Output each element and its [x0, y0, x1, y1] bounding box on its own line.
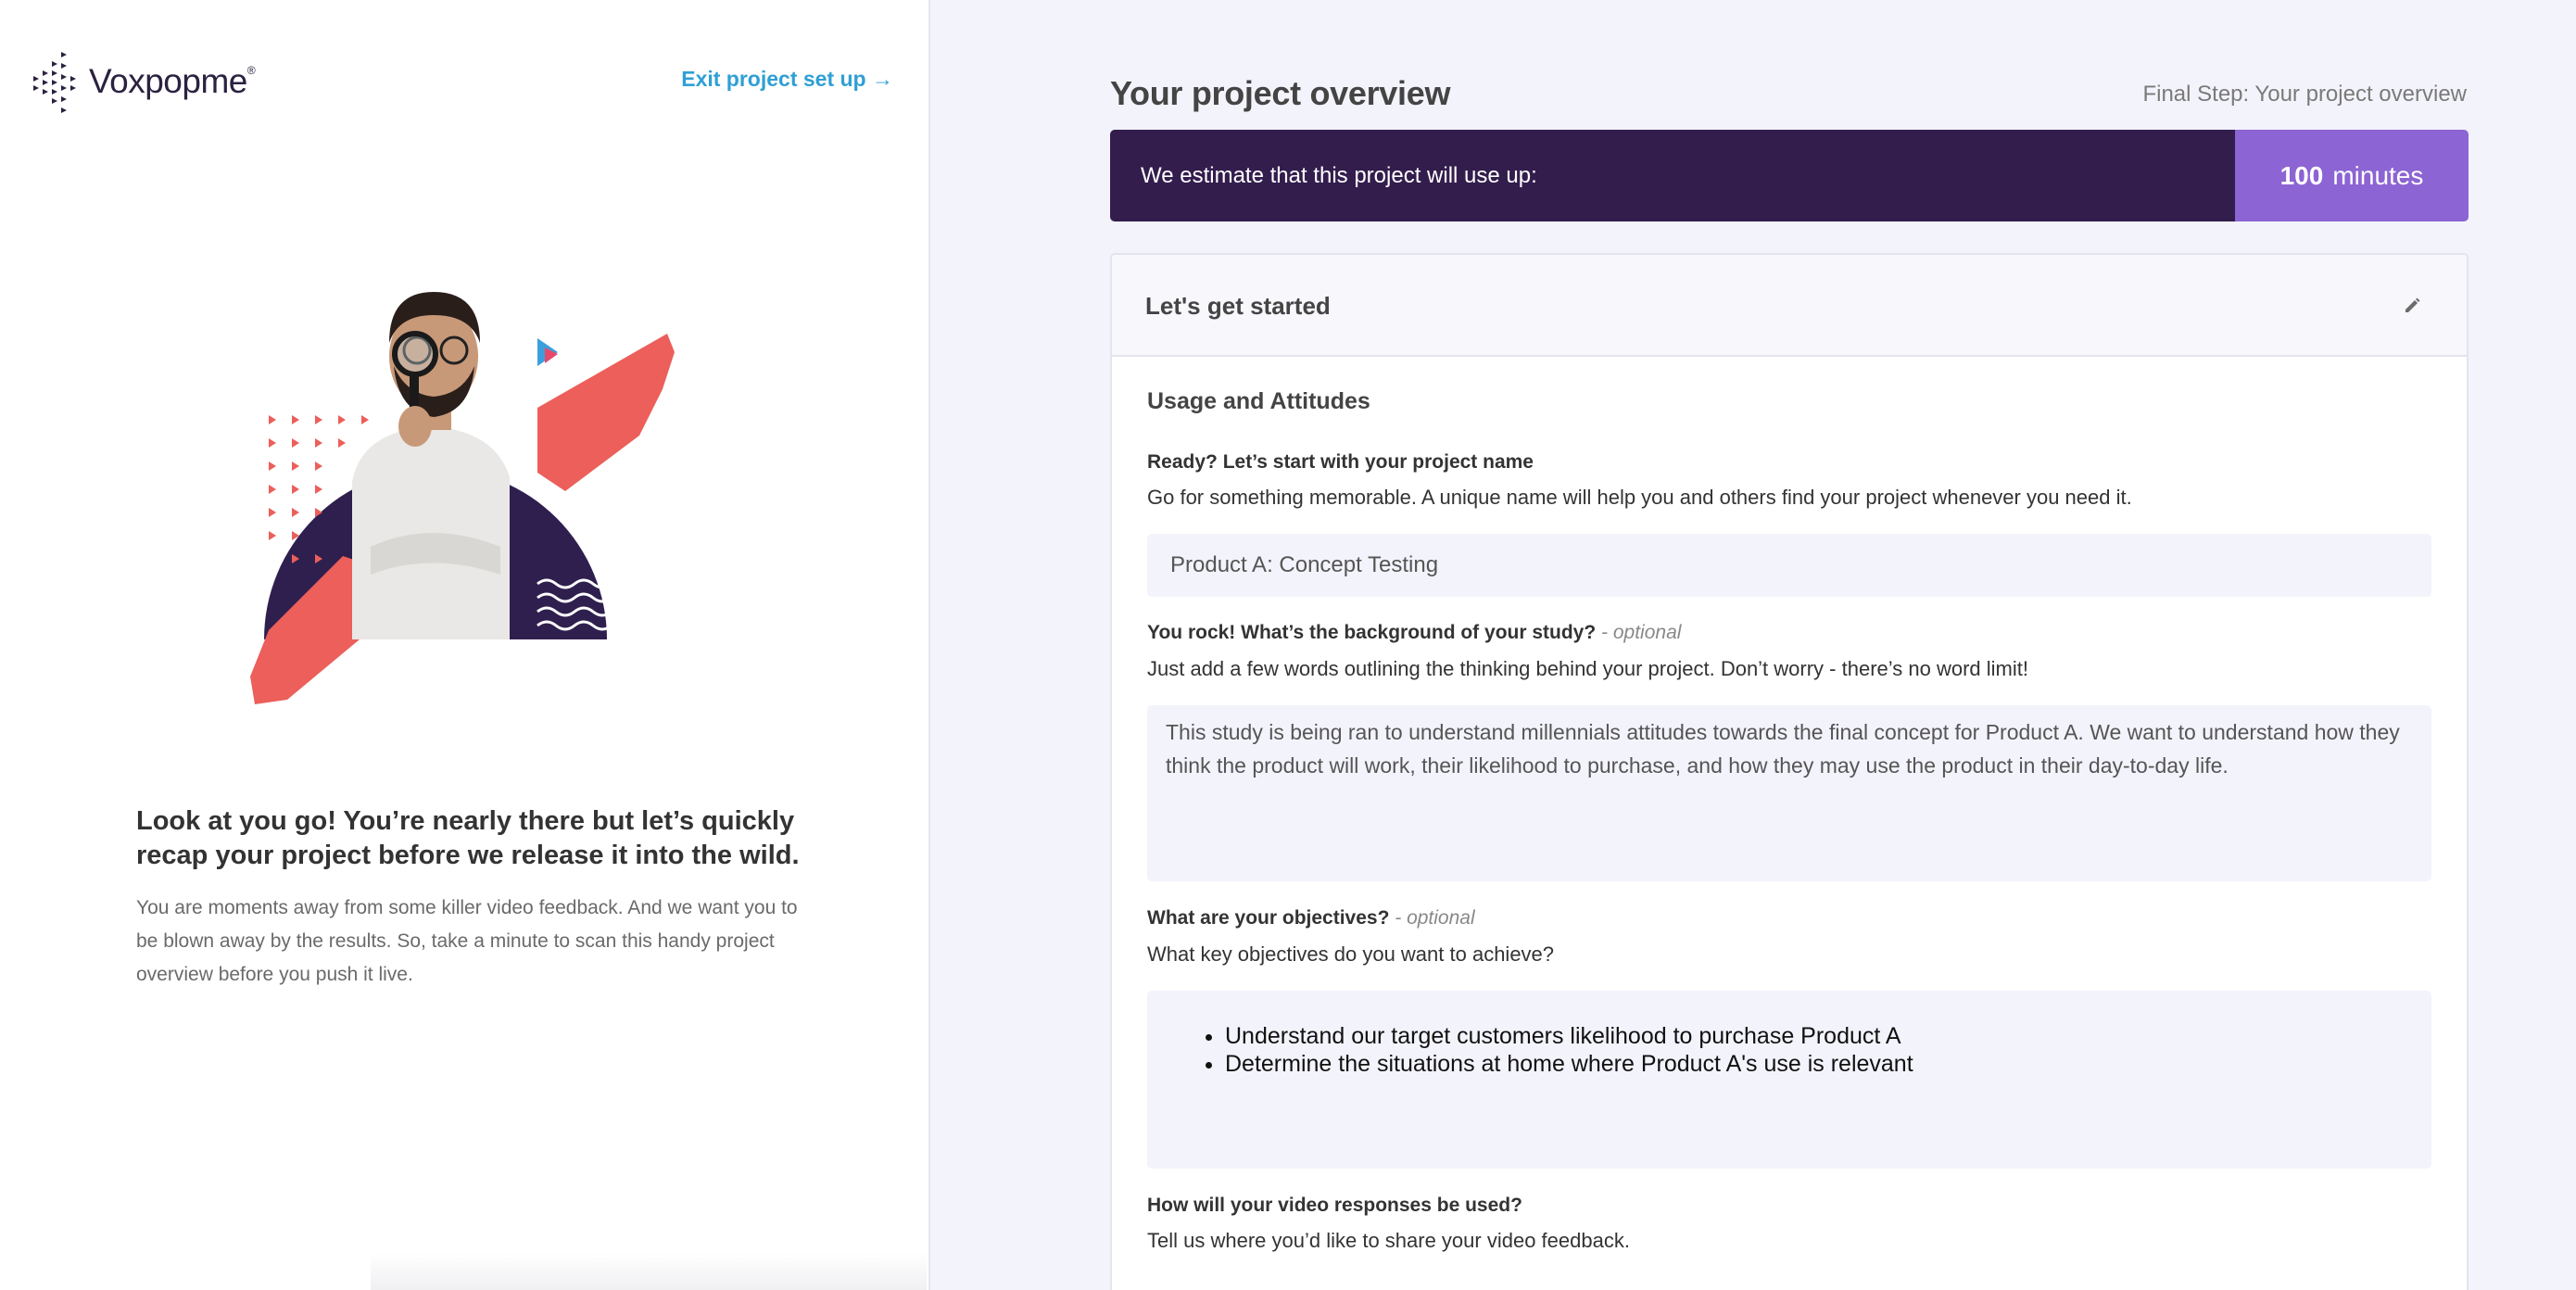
- card-title: Let's get started: [1145, 292, 1331, 320]
- left-heading: Look at you go! You’re nearly there but let’s quickly recap your project before we release it into the wild.: [136, 806, 800, 870]
- hero-person: [352, 292, 510, 639]
- left-intro: [136, 804, 803, 992]
- background-help: Just add a few words outlining the thinking behind your project. Don’t worry - there’s no word limit!: [1147, 657, 2028, 680]
- project-name-input[interactable]: [1147, 534, 2431, 597]
- objectives-help: What key objectives do you want to achieve?: [1147, 942, 1555, 966]
- right-panel: [928, 0, 2576, 1290]
- left-panel: [0, 0, 928, 1290]
- exit-project-setup-link[interactable]: Exit project set up →: [681, 67, 893, 91]
- background-field: [1147, 705, 2431, 881]
- background-label-text: You rock! What’s the background of your study?: [1147, 622, 1597, 643]
- project-name-help: Go for something memorable. A unique name will help you and others find your project whenever you need it.: [1147, 486, 2132, 509]
- estimate-unit: minutes: [2332, 160, 2424, 190]
- brand-trademark: ®: [246, 64, 256, 77]
- overview-card: [1110, 253, 2469, 1290]
- step-indicator: Final Step: Your project overview: [2142, 82, 2467, 107]
- usage-estimate-banner: [1110, 130, 2469, 221]
- video-usage-label-text: How will your video responses be used?: [1147, 1195, 1522, 1216]
- background-textarea[interactable]: [1147, 705, 2431, 881]
- brand-logo[interactable]: [30, 48, 255, 115]
- bottom-fade: [371, 1253, 927, 1290]
- objectives-label: [1147, 907, 1475, 930]
- page-title: Your project overview: [1110, 74, 1451, 112]
- objectives-label-text: What are your objectives?: [1147, 907, 1390, 929]
- objective-item: • Understand our target customers likelihood to purchase Product A: [1225, 1022, 2431, 1050]
- logo-mark-icon: [30, 48, 80, 115]
- objective-item: • Determine the situations at home where Product A's use is relevant: [1225, 1050, 2431, 1078]
- hero-illustration: [232, 241, 695, 714]
- project-name-label: [1147, 451, 1534, 474]
- edit-button[interactable]: [2398, 292, 2426, 320]
- objectives-list: [1147, 991, 2431, 1078]
- estimate-minutes-number: 100: [2279, 160, 2324, 190]
- video-usage-help: Tell us where you’d like to share your video feedback.: [1147, 1229, 1630, 1252]
- project-name-label-text: Ready? Let’s start with your project name: [1147, 451, 1534, 473]
- objectives-optional-tag: - optional: [1389, 907, 1475, 929]
- objectives-field[interactable]: [1147, 991, 2431, 1169]
- card-header: [1112, 255, 2467, 357]
- background-label: [1147, 622, 1681, 644]
- project-name-field: [1147, 534, 2431, 597]
- play-icon: [537, 338, 558, 366]
- pencil-icon: [2403, 297, 2421, 315]
- background-optional-tag: - optional: [1596, 622, 1682, 643]
- video-usage-label: [1147, 1195, 1522, 1217]
- brand-name: Voxpopme: [89, 62, 247, 100]
- estimate-text: We estimate that this project will use up:: [1110, 130, 2235, 221]
- section-title: Usage and Attitudes: [1147, 388, 1370, 414]
- hero-brush-stroke-top: [537, 334, 675, 491]
- left-body-text: You are moments away from some killer video feedback. And we want you to be blown away by the results. So, take a minute to scan this handy project overview before you push it live.: [136, 897, 798, 985]
- estimate-value: [2235, 130, 2469, 221]
